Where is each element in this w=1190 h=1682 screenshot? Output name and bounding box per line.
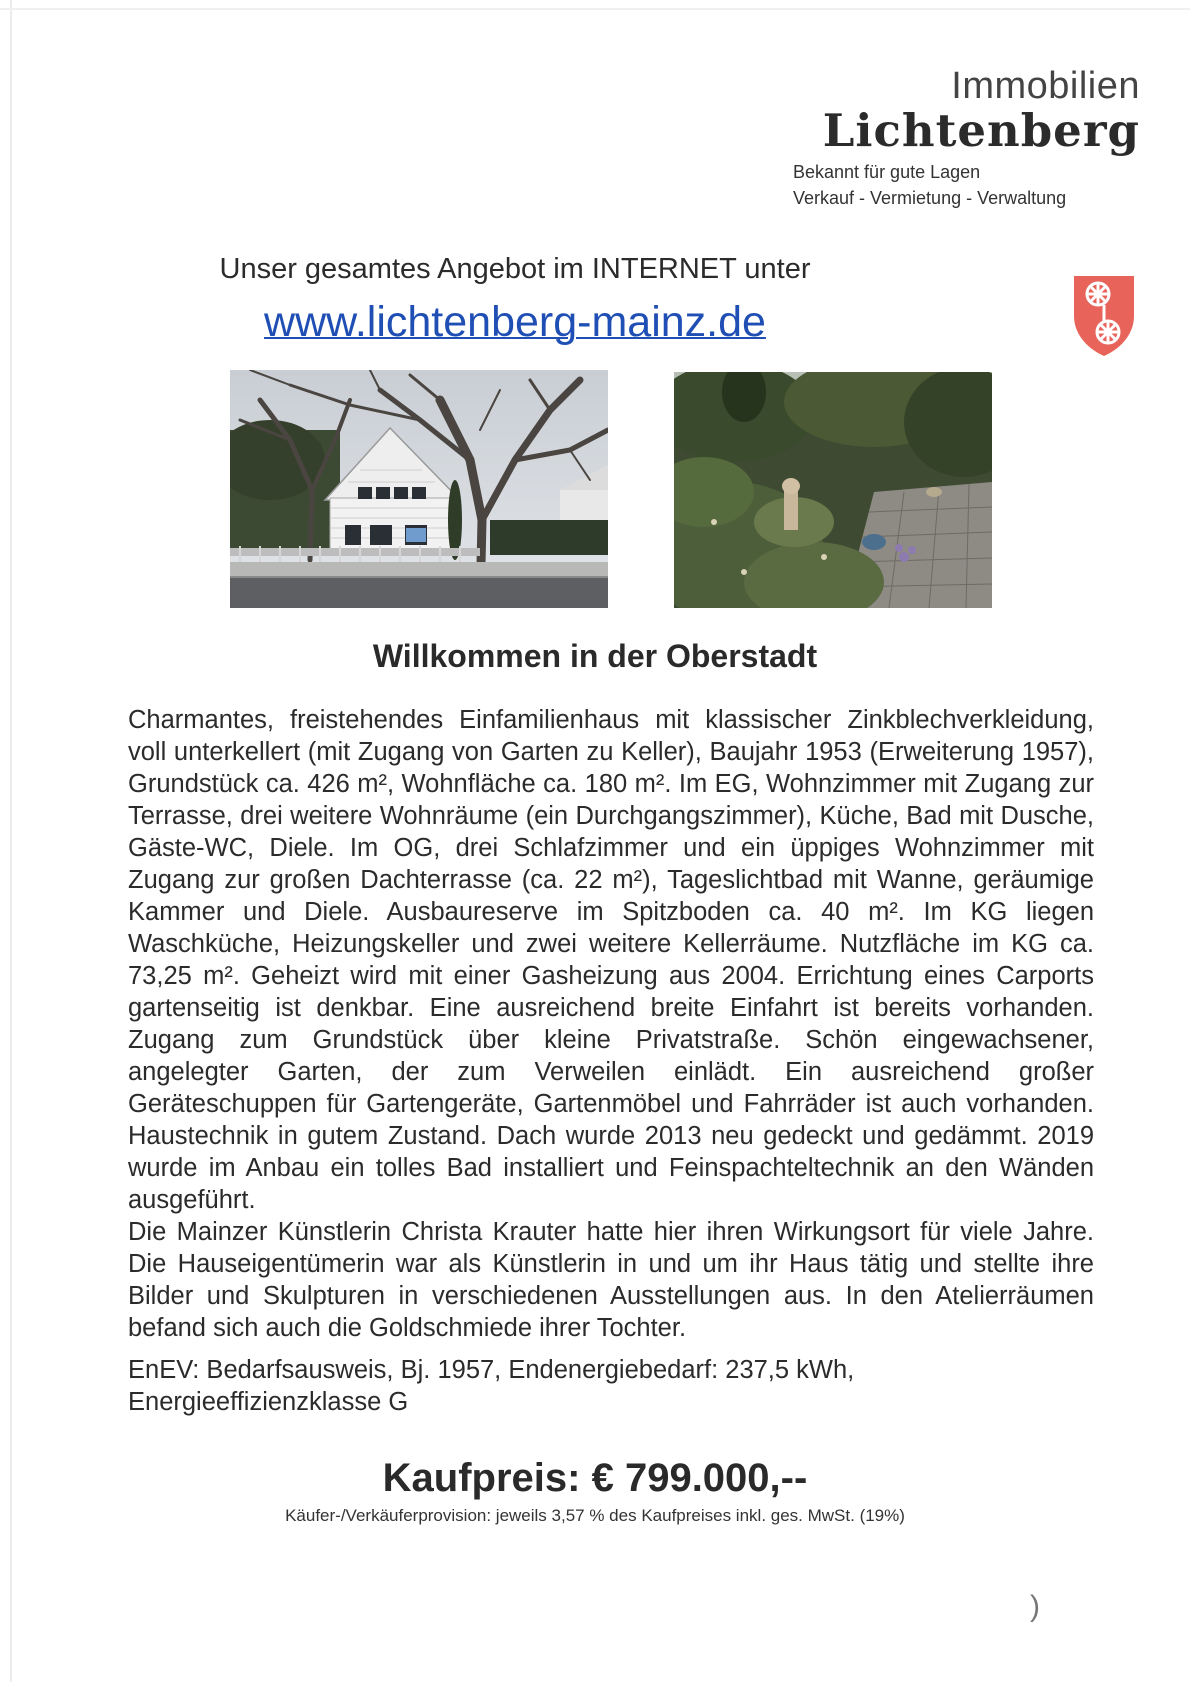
energy-certificate-info: EnEV: Bedarfsausweis, Bj. 1957, Endenergiebedarf: 237,5 kWh, Energieeffizienzklasse G [128, 1356, 855, 1416]
logo-lichtenberg: Lichtenberg [822, 104, 1140, 157]
garden-photo [674, 372, 992, 608]
listing-description [128, 704, 1094, 1418]
internet-line: Unser gesamtes Angebot im INTERNET unter [219, 253, 811, 285]
logo-services: Verkauf - Vermietung - Verwaltung [793, 188, 1067, 208]
logo-immobilien: Immobilien [951, 65, 1140, 107]
scan-top-edge [0, 8, 1190, 10]
description-paragraph-1: Charmantes, freistehendes Einfamilienhaus mit klassischer Zinkblechverkleidung, voll unterkellert (mit Zugang von Garten zu Keller), Baujahr 1953 (Erweiterung 1957), Grundstück ca. 426 m², Wohnfläche ca. 180 m². Im EG, Wohnzimmer mit Zugang zur Terrasse, drei weitere Wohnräume (ein Durchgangszimmer), Küche, Bad mit Dusche, Gäste-WC, Diele. Im OG, drei Schlafzimmer und ein üppiges Wohnzimmer mit Zugang zur großen Dachterrasse (ca. 22 m²), Tageslichtbad mit Wanne, geräumige Kammer und Diele. Ausbaureserve im Spitzboden ca. 40 m². Im KG liegen Waschküche, Heizungskeller und zwei weitere Kellerräume. Nutzfläche im KG ca. 73,25 m². Geheizt wird mit einer Gasheizung aus 2004. Errichtung eines Carports gartenseitig ist denkbar. Eine ausreichend breite Einfahrt ist bereits vorhanden. Zugang zum Grundstück über kleine Privatstraße. Schön eingewachsener, angelegter Garten, der zum Verweilen einlädt. Ein ausreichend großer Geräteschuppen für Gartengeräte, Gartenmöbel und Fahrräder ist auch vorhanden. Haustechnik in gutem Zustand. Dach wurde 2013 neu gedeckt und gedämmt. 2019 wurde im Anbau ein tolles Bad installiert und Feinspachteltechnik an den Wänden ausgeführt. [128, 706, 1094, 1214]
commission-note: Käufer-/Verkäuferprovision: jeweils 3,57 % des Kaufpreises inkl. ges. MwSt. (19%) [285, 1506, 905, 1525]
page-heading: Willkommen in der Oberstadt [372, 638, 818, 674]
description-paragraph-2: Die Mainzer Künstlerin Christa Krauter hatte hier ihren Wirkungsort für viele Jahre. Die Hauseigentümerin war als Künstlerin in und um ihr Haus tätig und stellte ihre Bilder und Skulpturen in verschiedenen Ausstellungen aus. In den Atelierräumen befand sich auch die Goldschmiede ihrer Tochter. [128, 1218, 1094, 1342]
logo-tagline: Bekannt für gute Lagen [793, 162, 981, 182]
website-link[interactable]: www.lichtenberg-mainz.de [264, 298, 766, 346]
house-photo [230, 370, 608, 608]
company-logo [760, 64, 1140, 212]
purchase-price: Kaufpreis: € 799.000,-- [382, 1456, 808, 1500]
scan-corner-mark: ) [1030, 1590, 1040, 1623]
mainz-coat-of-arms-icon [1068, 272, 1140, 358]
